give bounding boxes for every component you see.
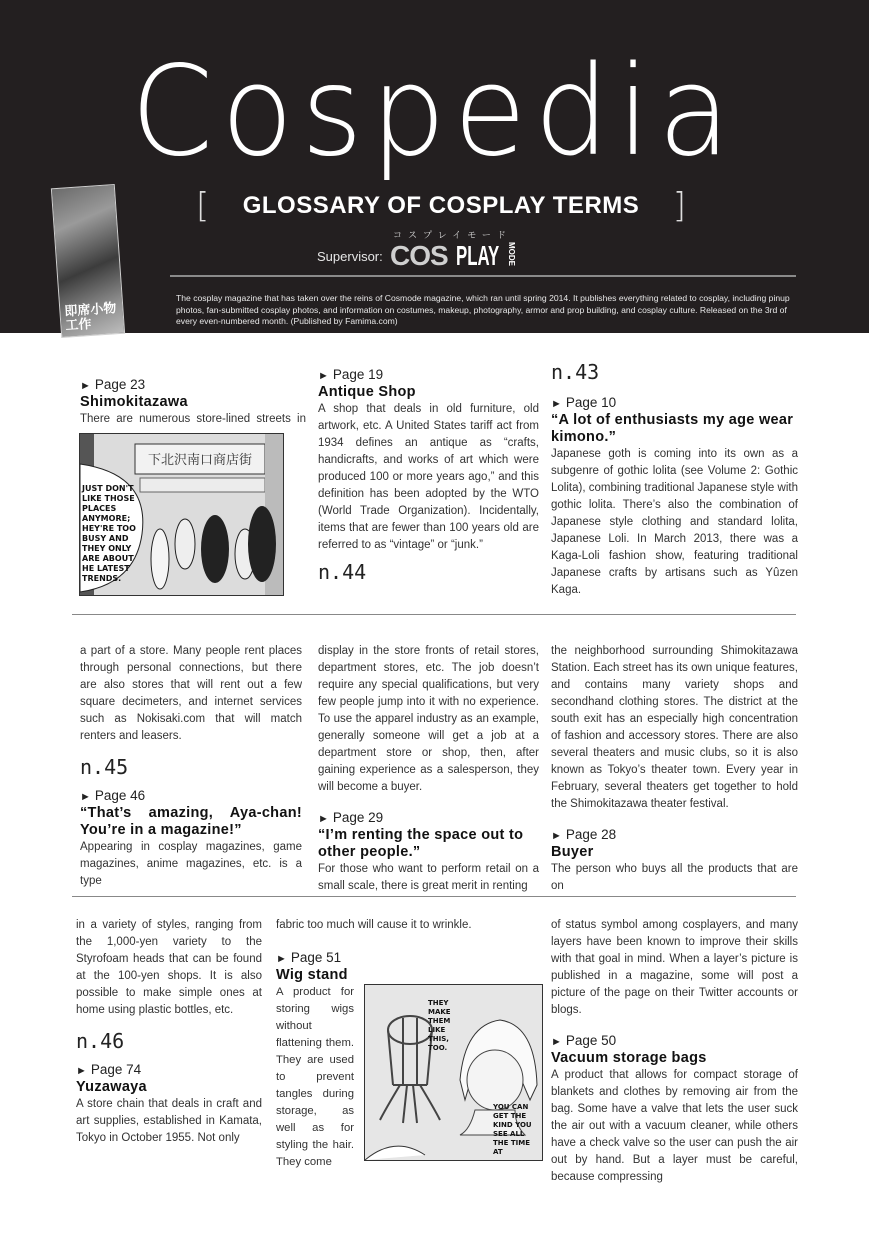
entry-text-continued: For those who want to perform retail on a small scale, there is great merit in renting: [318, 863, 539, 892]
entry-antique-shop: [318, 367, 539, 584]
speech-bubble-text: YOU CAN GET THE KIND YOU SEE ALL THE TIME AT: [493, 1103, 532, 1156]
entry-text: A shop that deals in old furniture, old artwork, etc. A United States tariff act from 1934 defines an antique as “crafts, handicrafts, and works of art which were produced 100 or more years ago,” and this definition has been adopted by the WTO (World Trade Organization). Incidentally, items that are fewer than 100 years old are referred to as “vintage” or “junk.”: [318, 403, 539, 551]
page-ref: [318, 810, 539, 827]
bracket-left: [: [196, 186, 210, 226]
section-divider: [72, 896, 796, 897]
pointer-triangle-icon: ►: [276, 953, 287, 965]
svg-text:下北沢南口商店街: 下北沢南口商店街: [147, 452, 253, 467]
entry-text-continued: A product for storing wigs without flattening them. They are used to prevent tangles during storage, as well as for styling the hair. They come: [276, 986, 354, 1168]
magazine-description: The cosplay magazine that has taken over the reins of Cosmode magazine, which ran until spring 2014. It publishes everything related to cosplay, including pinup photos, fan-submitted cosplay photos, and information on costumes, makeup, photography, armor and prop building, and cosplay culture. Released on the 3rd of every even-numbered month. (Published by Famima.com): [176, 293, 790, 326]
section-divider: [72, 614, 796, 615]
section-number: n.46: [76, 1029, 125, 1053]
term-heading: Wig stand: [276, 967, 348, 983]
page-ref: [80, 377, 306, 394]
page-ref: [276, 950, 354, 967]
term-heading: “A lot of enthusiasts my age wear kimono.”: [551, 412, 794, 445]
page-ref: [551, 827, 798, 844]
pointer-triangle-icon: ►: [80, 380, 91, 392]
entry-shimokitazawa: [80, 377, 306, 428]
term-heading: “That’s amazing, Aya-chan! You’re in a magazine!”: [80, 805, 302, 838]
speech-bubble-text: JUST DON'T LIKE THOSE PLACES ANYMORE; HEY'RE TOO BUSY AND THEY ONLY ARE ABOUT HE LATEST TRENDS.: [82, 484, 136, 583]
page-ref-label: Page 29: [332, 810, 384, 825]
logo-kana: コスプレイモード: [393, 230, 512, 240]
page-title: Cospedia: [130, 38, 739, 184]
manga-panel-wig-stand: [364, 984, 543, 1161]
logo-play: PLAY: [456, 240, 500, 271]
term-heading: Buyer: [551, 844, 594, 860]
cosplay-mode-logo: [390, 228, 520, 272]
pointer-triangle-icon: ►: [76, 1065, 87, 1077]
pointer-triangle-icon: ►: [551, 398, 562, 410]
entry-col-2-2: [318, 643, 539, 895]
page-ref-label: Page 19: [332, 367, 384, 382]
entry-text: There are numerous store-lined streets in: [80, 413, 306, 425]
entry-text: in a variety of styles, ranging from the 1,000-yen variety to the Styrofoam heads that can be found at the 100-yen shops. It is also possible to make simple ones at home using plastic bottles, etc.: [76, 919, 262, 1016]
logo-cos: COS: [390, 240, 448, 271]
section-number: n.45: [80, 755, 129, 779]
entry-text-continued: The person who buys all the products that are on: [551, 863, 798, 892]
page-ref-label: Page 23: [94, 377, 146, 392]
entry-text: Japanese goth is coming into its own as a subgenre of gothic lolita (see Volume 2: Gothic Lolita), combining traditional Japanese style with gothic lolita. There’s also the combination of Japanese style clothing and standard lolita, Japanese Loli. In March 2013, there was a Kaga-Loli fashion show, featuring traditional Japanese crafts by artisans such as Yûzen Kaga.: [551, 448, 798, 596]
entry-text: of status symbol among cosplayers, and many layers have been known to improve their skills with that goal in mind. When a layer’s picture is published in a magazine, some will post a picture of the page on their Twitter accounts or blogs.: [551, 919, 798, 1016]
term-heading: Antique Shop: [318, 384, 416, 400]
page-ref-label: Page 46: [94, 788, 146, 803]
entry-text: fabric too much will cause it to wrinkle.: [276, 919, 472, 931]
section-number: n.44: [318, 560, 367, 584]
term-heading: Yuzawaya: [76, 1079, 147, 1095]
supervisor-label: Supervisor:: [317, 249, 383, 264]
entry-text-continued: Appearing in cosplay magazines, game magazines, anime magazines, etc. is a type: [80, 841, 302, 887]
header-banner: [0, 0, 869, 333]
entry-col-3-1: [76, 917, 262, 1147]
page-ref-label: Page 10: [565, 395, 617, 410]
page-ref: [551, 395, 798, 412]
pointer-triangle-icon: ►: [318, 370, 329, 382]
entry-text-continued: A product that allows for compact storage of blankets and clothes by removing air from the bag. Some have a valve that lets the user suck the air out with a vacuum cleaner, while others have a check valve so the user can push the air out by hand. But a layer must be careful, because compressing: [551, 1069, 798, 1183]
entry-wig-stand: [276, 950, 354, 1171]
term-heading: “I’m renting the space out to other people.”: [318, 827, 524, 860]
page-ref-label: Page 74: [90, 1062, 142, 1077]
speech-bubble-text: THEY MAKE THEM LIKE THIS, TOO.: [428, 999, 451, 1052]
section-number: n.43: [551, 360, 600, 384]
page-ref: [80, 788, 302, 805]
entry-text-continued: A store chain that deals in craft and art supplies, established in Kamata, Tokyo in October 1955. Not only: [76, 1098, 262, 1144]
entry-col-2-3: [551, 643, 798, 895]
page-ref: [318, 367, 539, 384]
entry-text: display in the store fronts of retail stores, department stores, etc. The job doesn’t require any special qualifications, but very few people jump into it with no experience. To use the apparel industry as an example, generally someone will get a job at a department store or shop, then, after gaining experience as a salesperson, they will become a buyer.: [318, 645, 539, 793]
cover-text: 即席小物工作: [63, 300, 117, 333]
entry-text: the neighborhood surrounding Shimokitazawa Station. Each street has its own unique features, and contains many variety shops and secondhand clothing stores. The district at the south exit has an especially high concentration of fashion and accessory stores. There are also several theaters and music clubs, so it is also known as Tokyo’s theater town. Every year in February, several theaters get together to hold the Shimokitazawa theater festival.: [551, 645, 798, 810]
manga-panel-street: [79, 433, 284, 596]
page-ref: [76, 1062, 262, 1079]
logo-mode: MODE: [507, 242, 516, 266]
magazine-cover-image: [51, 184, 125, 338]
subtitle: GLOSSARY OF COSPLAY TERMS: [242, 192, 640, 219]
page-ref-label: Page 28: [565, 827, 617, 842]
bracket-right: ]: [672, 186, 686, 226]
entry-col-2-1: [80, 643, 302, 890]
term-heading: Vacuum storage bags: [551, 1050, 707, 1066]
entry-text: a part of a store. Many people rent places through personal connections, but there are also stores that will rent out a few square decimeters, and internet services such as Nokisaki.com that will match renters and leasers.: [80, 645, 302, 742]
page-ref: [551, 1033, 798, 1050]
pointer-triangle-icon: ►: [80, 791, 91, 803]
page-ref-label: Page 51: [290, 950, 342, 965]
entry-col-3-2: [276, 917, 541, 934]
header-divider: [170, 275, 796, 277]
entry-col-3-3: [551, 917, 798, 1186]
pointer-triangle-icon: ►: [551, 1036, 562, 1048]
term-heading: Shimokitazawa: [80, 394, 188, 410]
subtitle-block: [196, 188, 686, 224]
entry-kimono: [551, 360, 798, 599]
pointer-triangle-icon: ►: [551, 830, 562, 842]
page-ref-label: Page 50: [565, 1033, 617, 1048]
pointer-triangle-icon: ►: [318, 813, 329, 825]
